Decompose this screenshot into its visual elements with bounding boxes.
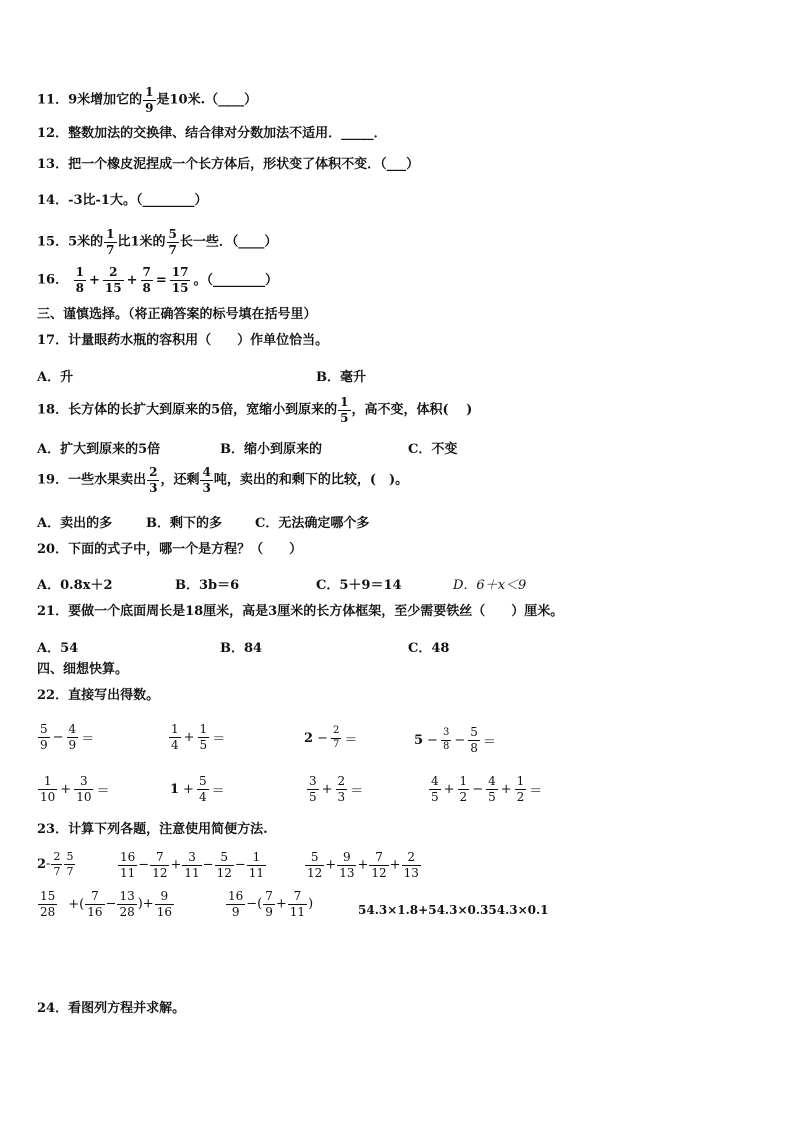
denominator: 15: [171, 280, 189, 295]
calc-22-8: $\frac{4}{5}$ + $\frac{1}{2}$ − $\frac{4}{5}$ + $\frac{1}{2}$ ＝: [431, 774, 543, 804]
q15-text-3: 长一些．（____）: [179, 234, 278, 250]
q18-text-pre: 18．长方体的长扩大到原来的5倍，宽缩小到原来的: [37, 402, 338, 418]
question-16: [37, 266, 280, 294]
calc-22-1: $\frac{5}{9}$ − $\frac{4}{9}$ ＝: [40, 722, 95, 752]
calc-23-4: $\frac{15}{28}$ +( $\frac{7}{16}$ − $\frac{13}{28}$ )+ $\frac{9}{16}$: [40, 889, 172, 919]
q16-fraction-result: [170, 266, 191, 294]
q16-fraction-c: [141, 266, 153, 294]
numerator: 2: [149, 465, 158, 479]
equals-sign: =: [155, 272, 167, 288]
q15-text-2: 比1米的: [117, 234, 166, 250]
section-4-heading: 四、细想快算。: [37, 662, 129, 677]
numerator: 1: [340, 395, 349, 409]
q20-option-c: C．5＋9＝14: [316, 578, 402, 593]
q17-option-b: B．毫升: [316, 370, 366, 385]
q19-fraction-2: [200, 466, 212, 494]
q17-option-a: A．升: [37, 370, 74, 385]
calc-23-3: $\frac{5}{12}$ + $\frac{9}{13}$ + $\frac{7}{12}$ + $\frac{2}{13}$: [307, 850, 419, 880]
q11-text-pre: 11．9米增加它的: [37, 92, 143, 108]
calc-22-6: 1 + $\frac{5}{4}$ ＝: [170, 774, 225, 804]
q19-text-3: 吨，卖出的和剩下的比较，( )。: [213, 472, 409, 488]
q11-fraction: [143, 86, 155, 114]
q19-option-a: A．卖出的多: [37, 516, 113, 531]
calc-23-5: $\frac{16}{9}$ −( $\frac{7}{9}$ + $\frac{7}{11}$ ): [228, 889, 314, 919]
numerator: 4: [202, 465, 211, 479]
numerator: 7: [142, 265, 151, 279]
question-21: 21．要做一个底面周长是18厘米，高是3厘米的长方体框架，至少需要铁丝（ ）厘米。: [37, 604, 564, 619]
q15-fraction-2: [167, 228, 179, 256]
denominator: 7: [106, 242, 115, 257]
q20-option-b: B．3b＝6: [175, 578, 240, 593]
numerator: 2: [103, 266, 124, 281]
calc-22-4: 5 − $\frac{3}{8}$ − $\frac{5}{8}$ ＝: [414, 725, 496, 755]
question-19: [37, 466, 408, 494]
numerator: 5: [168, 227, 177, 241]
q20-option-a: A．0.8x＋2: [37, 578, 113, 593]
q18-fraction: [338, 396, 350, 424]
question-20: 20．下面的式子中，哪一个是方程？（ ）: [37, 542, 303, 557]
question-14: 14．-3比-1大。（________）: [37, 193, 208, 208]
q16-fraction-b: [103, 266, 124, 294]
question-11: [37, 86, 257, 114]
numerator: 1: [106, 227, 115, 241]
calc-22-7: $\frac{3}{5}$ + $\frac{2}{3}$ ＝: [309, 774, 364, 804]
denominator: 9: [145, 100, 154, 115]
denominator: 8: [142, 280, 151, 295]
q21-option-a: A．54: [37, 641, 79, 656]
calc-23-6: 54.3×1.8+54.3×0.354.3×0.1: [358, 903, 549, 917]
denominator: 8: [75, 280, 84, 295]
section-3-heading: 三、谨慎选择。（将正确答案的标号填在括号里）: [37, 307, 317, 322]
q18-option-b: B．缩小到原来的: [220, 442, 322, 457]
question-13: 13．把一个橡皮泥捏成一个长方体后，形状变了体积不变．（___）: [37, 157, 420, 172]
calc-22-5: $\frac{1}{10}$ + $\frac{3}{10}$ ＝: [40, 774, 110, 804]
calc-23-2: $\frac{16}{11}$ − $\frac{7}{12}$ + $\frac{3}{11}$ − $\frac{5}{12}$ − $\frac{1}{11}$: [120, 850, 265, 880]
question-15: [37, 228, 277, 256]
q20-option-d: D．6＋x＜9: [453, 578, 527, 593]
q19-option-c: C．无法确定哪个多: [255, 516, 370, 531]
question-24: 24．看图列方程并求解。: [37, 1001, 186, 1016]
numerator: 1: [145, 85, 154, 99]
q15-text-1: 15．5米的: [37, 234, 104, 250]
q21-option-b: B．84: [220, 641, 263, 656]
numerator: 1: [75, 265, 84, 279]
calc-23-1: 2- $\frac{2}{7}$ $\frac{5}{7}$: [37, 850, 74, 878]
question-12: 12．整数加法的交换律、结合律对分数加法不适用．_____．: [37, 126, 387, 141]
q11-text-post: 是10米.（____）: [156, 92, 258, 108]
q16-number: 16．: [37, 272, 69, 288]
plus-sign: +: [126, 272, 138, 288]
q16-fraction-a: [74, 266, 86, 294]
q19-option-b: B．剩下的多: [146, 516, 222, 531]
denominator: 7: [168, 242, 177, 257]
q18-text-post: ，高不变，体积( ): [351, 402, 473, 418]
denominator: 3: [149, 480, 158, 495]
numerator: 17: [171, 265, 189, 279]
q16-tail: 。（________）: [193, 272, 278, 288]
calc-22-3: 2 − $\frac{2}{7}$ ＝: [304, 725, 358, 750]
q19-text-2: ，还剩: [160, 472, 200, 488]
denominator: 5: [340, 410, 349, 425]
plus-sign: +: [88, 272, 100, 288]
denominator: 15: [104, 280, 122, 295]
q15-fraction-1: [104, 228, 116, 256]
calc-22-2: $\frac{1}{4}$ + $\frac{1}{5}$ ＝: [171, 722, 226, 752]
q21-option-c: C．48: [408, 641, 450, 656]
question-22: 22．直接写出得数。: [37, 688, 160, 703]
denominator: 3: [202, 480, 211, 495]
q19-text-1: 19．一些水果卖出: [37, 472, 147, 488]
q18-option-a: A．扩大到原来的5倍: [37, 442, 161, 457]
question-18: [37, 396, 472, 424]
question-17: 17．计量眼药水瓶的容积用（ ）作单位恰当。: [37, 333, 329, 348]
q18-option-c: C．不变: [408, 442, 458, 457]
question-23: 23．计算下列各题，注意使用简便方法.: [37, 822, 268, 837]
q19-fraction-1: [147, 466, 159, 494]
